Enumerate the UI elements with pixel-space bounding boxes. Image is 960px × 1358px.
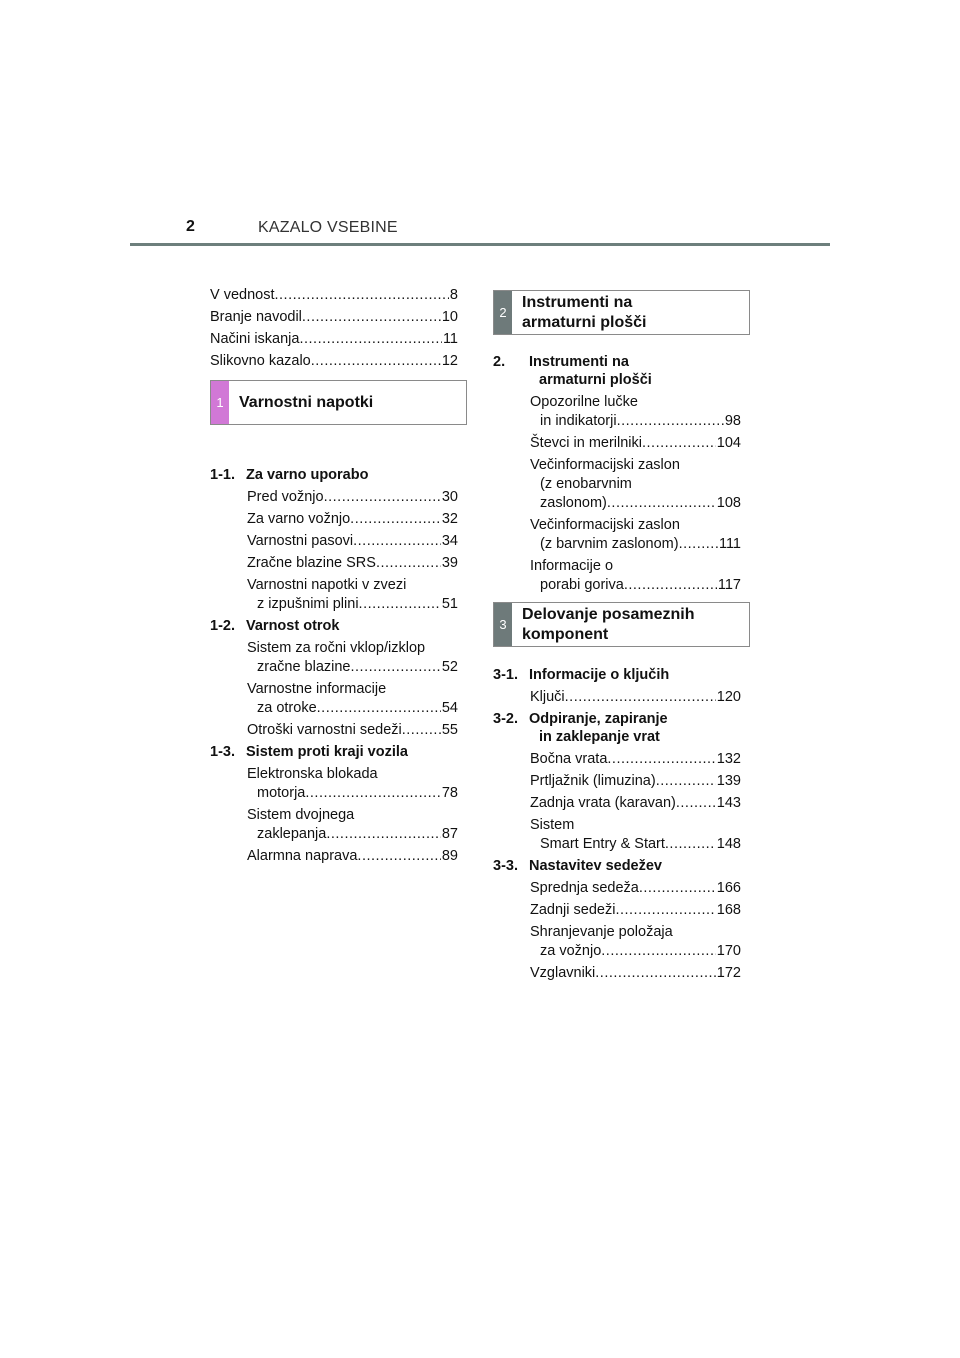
toc-entry[interactable]: Elektronska blokada motorja ..... 78 [247, 765, 458, 802]
toc-entry[interactable]: Števci in merilniki ..... 104 [530, 434, 741, 452]
toc-entry[interactable]: Ključi ..... 120 [530, 688, 741, 706]
toc-entry-v-vednost[interactable]: V vednost ..... 8 [210, 286, 458, 304]
chapter-title: Delovanje posameznih komponent [522, 606, 695, 643]
chapter-title: Instrumenti na armaturni plošči [522, 294, 647, 331]
toc-entry[interactable]: Pred vožnjo ..... 30 [247, 488, 458, 506]
section-heading-3-1[interactable]: 3-1. Informacije o ključih [493, 667, 670, 683]
toc-entry[interactable]: Opozorilne lučke in indikatorji ..... 98 [530, 393, 741, 430]
section-heading-2[interactable]: 2. Instrumenti na armaturni plošči [493, 354, 652, 388]
section-heading-3-2[interactable]: 3-2. Odpiranje, zapiranje in zaklepanje vrat [493, 711, 668, 745]
toc-right-column [493, 353, 741, 986]
toc-entry[interactable]: Otroški varnostni sedeži ..... 55 [247, 721, 458, 739]
toc-entry[interactable]: Večinformacijski zaslon (z barvnim zaslonom) ..... 111 [530, 516, 741, 553]
section-heading-1-2[interactable]: 1-2. Varnost otrok [210, 618, 340, 634]
toc-entry[interactable]: Varnostni pasovi ..... 34 [247, 532, 458, 550]
chapter-1-heading[interactable] [210, 380, 467, 425]
toc-entry[interactable]: Zračne blazine SRS ..... 39 [247, 554, 458, 572]
toc-entry[interactable]: Zadnji sedeži ..... 168 [530, 901, 741, 919]
chapter-2-heading[interactable] [493, 290, 750, 335]
section-heading-1-3[interactable]: 1-3. Sistem proti kraji vozila [210, 744, 408, 760]
toc-entry[interactable]: Sistem Smart Entry & Start ..... 148 [530, 816, 741, 853]
toc-entry[interactable]: Sistem za ročni vklop/izklop zračne blazine ..... 52 [247, 639, 458, 676]
toc-entry[interactable]: Sprednja sedeža ..... 166 [530, 879, 741, 897]
toc-entry-slikovno-kazalo[interactable]: Slikovno kazalo ..... 12 [210, 352, 458, 370]
section-heading-3-3[interactable]: 3-3. Nastavitev sedežev [493, 858, 662, 874]
toc-entry[interactable]: Bočna vrata ..... 132 [530, 750, 741, 768]
chapter-tab-2: 2 [494, 291, 512, 334]
toc-entry[interactable]: Zadnja vrata (karavan) ..... 143 [530, 794, 741, 812]
toc-entry[interactable]: Vzglavniki ..... 172 [530, 964, 741, 982]
toc-entry[interactable]: Varnostni napotki v zvezi z izpušnimi plini ..... 51 [247, 576, 458, 613]
toc-entry[interactable]: Sistem dvojnega zaklepanja ..... 87 [247, 806, 458, 843]
chapter-tab-3: 3 [494, 603, 512, 646]
toc-entry[interactable]: Alarmna naprava ..... 89 [247, 847, 458, 865]
toc-entry[interactable]: Shranjevanje položaja za vožnjo ..... 170 [530, 923, 741, 960]
toc-entry[interactable]: Večinformacijski zaslon (z enobarvnim zaslonom) ..... 108 [530, 456, 741, 512]
toc-left-column [210, 286, 458, 869]
section-heading-1-1[interactable]: 1-1. Za varno uporabo [210, 467, 369, 483]
toc-entry[interactable]: Za varno vožnjo ..... 32 [247, 510, 458, 528]
page-number: 2 [186, 218, 195, 235]
toc-entry[interactable]: Prtljažnik (limuzina) ..... 139 [530, 772, 741, 790]
chapter-title: Varnostni napotki [239, 394, 374, 411]
header-rule [130, 243, 830, 246]
page-header-title: KAZALO VSEBINE [258, 219, 398, 236]
chapter-tab-1: 1 [211, 381, 229, 424]
toc-entry-branje-navodil[interactable]: Branje navodil ..... 10 [210, 308, 458, 326]
toc-entry[interactable]: Informacije o porabi goriva ..... 117 [530, 557, 741, 594]
toc-entry[interactable]: Varnostne informacije za otroke ..... 54 [247, 680, 458, 717]
toc-entry-nacini-iskanja[interactable]: Načini iskanja ..... 11 [210, 330, 458, 348]
